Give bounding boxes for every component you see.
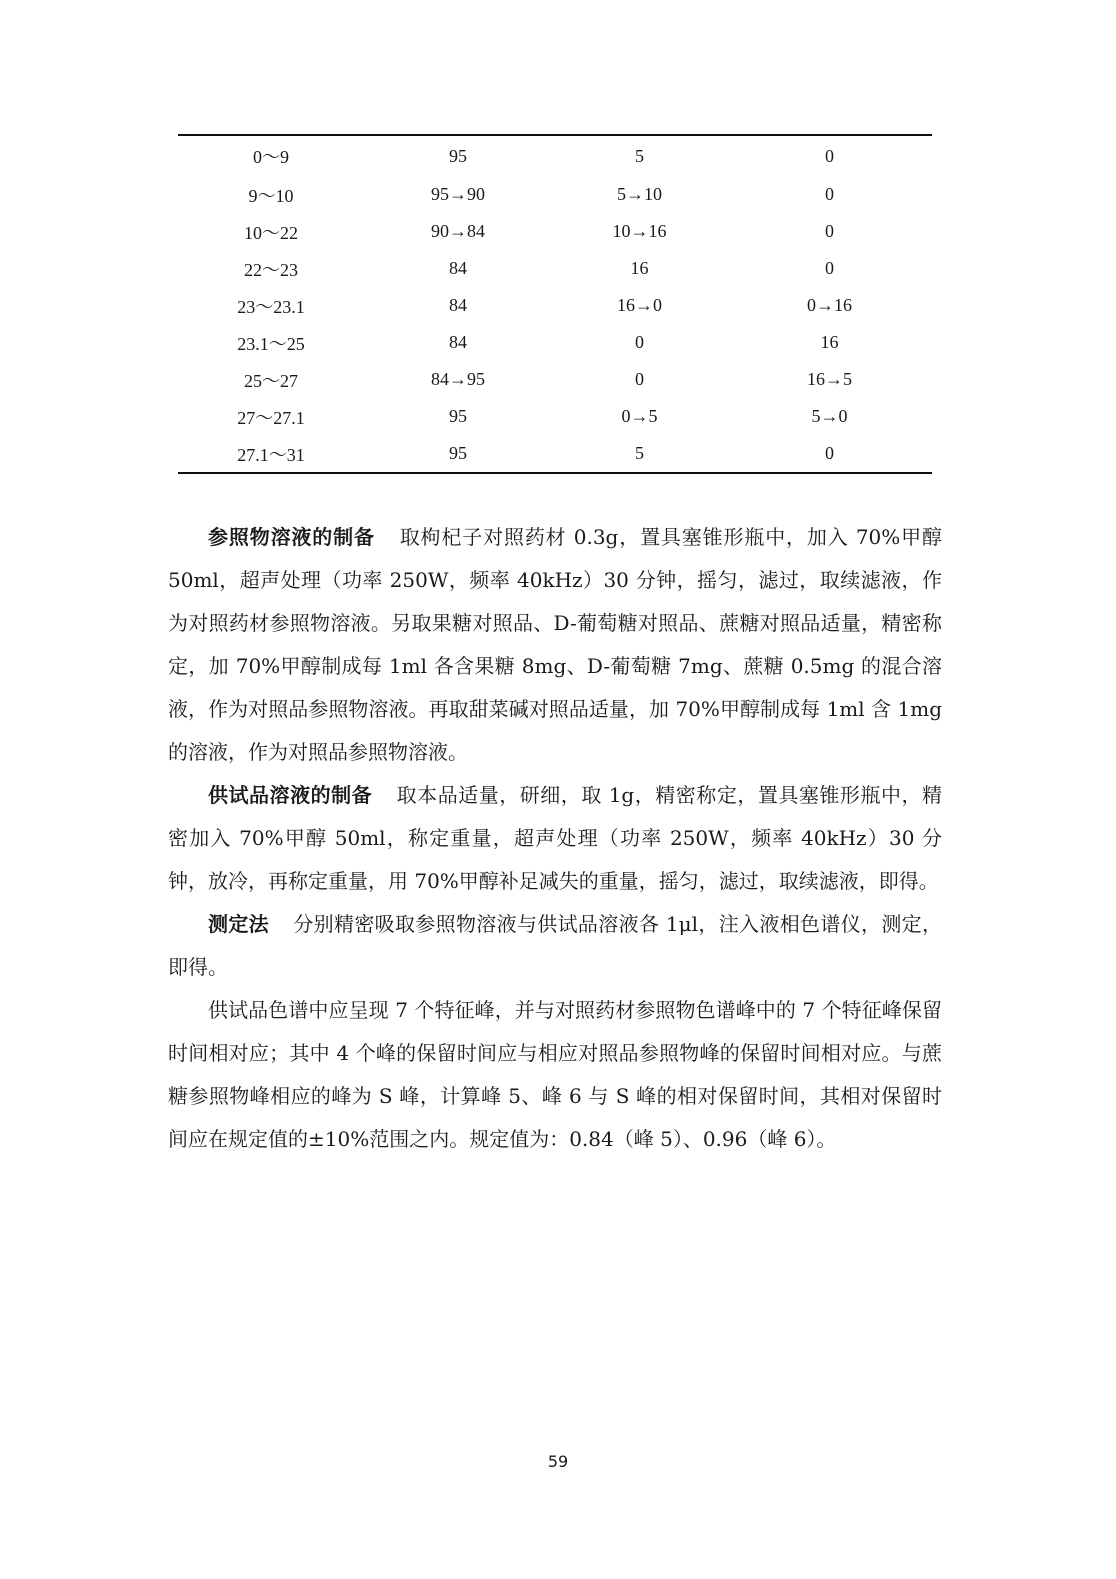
table-cell: 5 [635, 443, 644, 463]
page-number: 59 [547, 1452, 569, 1471]
table-cell: 84 [449, 332, 467, 352]
table-cell: 0 [825, 221, 834, 241]
paragraph-reference-solution [168, 516, 942, 774]
table-cell: 10→16 [612, 221, 667, 241]
table-cell: 27.1～31 [237, 444, 305, 465]
text-reference-solution: 取枸杞子对照药材 0.3g，置具塞锥形瓶中，加入 70%甲醇 50ml，超声处理（功率 250W，频率 40kHz）30 分钟，摇匀，滤过，取续滤液，作为对照药材参照物溶液。另取果糖对照品、D-葡萄糖对照品、蔗糖对照品适量，精密称定，加 70%甲醇制成每 1ml 各含果糖 8mg、D-葡萄糖 7mg、蔗糖 0.5mg 的混合溶液，作为对照品参照物溶液。再取甜菜碱对照品适量，加 70%甲醇制成每 1ml 含 1mg 的溶液，作为对照品参照物溶液。 [168, 525, 942, 764]
paragraph-method [168, 903, 942, 989]
table-cell: 0 [635, 369, 644, 389]
table-cell: 0 [825, 258, 834, 278]
table-cell: 90→84 [431, 221, 485, 241]
table-row [178, 287, 932, 324]
table-cell: 0 [825, 443, 834, 463]
table-cell: 0→5 [621, 406, 658, 426]
table-row [178, 361, 932, 398]
table-cell: 0～9 [253, 147, 289, 167]
gradient-table-body [178, 136, 932, 472]
table-row [178, 435, 932, 472]
table-cell: 95 [449, 145, 467, 166]
table-cell: 16 [630, 258, 649, 278]
text-test-solution: 取本品适量，研细，取 1g，精密称定，置具塞锥形瓶中，精密加入 70%甲醇 50ml，称定重量，超声处理（功率 250W，频率 40kHz）30 分钟，放冷，再称定重量，用 70%甲醇补足减失的重量，摇匀，滤过，取续滤液，即得。 [168, 783, 942, 893]
table-row [178, 176, 932, 213]
text-result: 供试品色谱中应呈现 7 个特征峰，并与对照药材参照物色谱峰中的 7 个特征峰保留时间相对应；其中 4 个峰的保留时间应与相应对照品参照物峰的保留时间相对应。与蔗糖参照物峰相应的峰为 S 峰，计算峰 5、峰 6 与 S 峰的相对保留时间，其相对保留时间应在规定值的±10%范围之内。规定值为：0.84（峰 5）、0.96（峰 6）。 [168, 998, 942, 1151]
paragraph-test-solution [168, 774, 942, 903]
table-cell: 22～23 [244, 259, 298, 280]
table-row [178, 213, 932, 250]
paragraph-result [168, 989, 942, 1161]
heading-method: 测定法 [208, 912, 269, 936]
gradient-table [178, 134, 932, 474]
table-cell: 0→16 [807, 295, 852, 315]
table-row [178, 398, 932, 435]
table-cell: 10～22 [244, 222, 298, 243]
table-cell: 16→5 [807, 369, 852, 389]
table-cell: 23.1～25 [237, 333, 305, 354]
table-cell: 5→10 [617, 184, 662, 204]
table-cell: 84 [449, 295, 467, 315]
table-cell: 9～10 [248, 185, 294, 206]
table-cell: 0 [635, 332, 644, 352]
table-cell: 25～27 [244, 370, 298, 391]
table-cell: 95 [449, 406, 467, 426]
gradient-table-grid [178, 136, 932, 472]
body-text [168, 516, 942, 1161]
table-cell: 23～23.1 [237, 296, 305, 317]
table-cell: 27～27.1 [237, 407, 305, 428]
table-row [178, 250, 932, 287]
table-cell: 84→95 [431, 369, 485, 389]
text-method: 分别精密吸取参照物溶液与供试品溶液各 1μl，注入液相色谱仪，测定，即得。 [168, 912, 943, 979]
table-cell: 0 [825, 184, 834, 204]
heading-reference-solution: 参照物溶液的制备 [208, 525, 375, 549]
table-row [178, 136, 932, 176]
table-cell: 95 [449, 443, 467, 463]
table-cell: 16→0 [617, 295, 662, 315]
table-cell: 5 [635, 145, 644, 166]
table-cell: 0 [825, 145, 834, 166]
table-bottom-rule [178, 472, 932, 474]
table-cell: 5→0 [811, 406, 848, 426]
table-cell: 16 [820, 332, 839, 352]
heading-test-solution: 供试品溶液的制备 [208, 783, 373, 807]
table-cell: 84 [449, 258, 467, 278]
table-cell: 95→90 [431, 184, 485, 204]
table-row [178, 324, 932, 361]
